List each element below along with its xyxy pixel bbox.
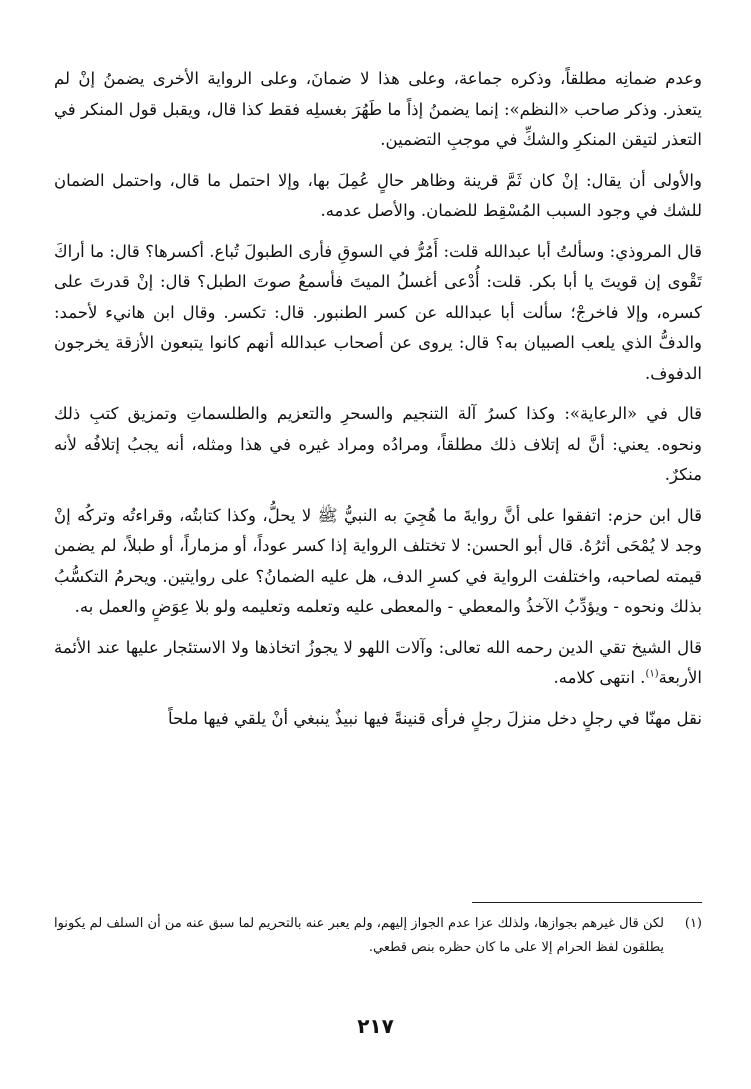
- paragraph-6-text: قال الشيخ تقي الدين رحمه الله تعالى: وآلات اللهو لا يجوزُ اتخاذها ولا الاستئجار عليها عند الأئمة الأربعة: [54, 637, 702, 687]
- paragraph-5: قال ابن حزم: اتفقوا على أنَّ روايةَ ما هُجِيَ به النبيُّ ﷺ لا يحلُّ، وكذا كتابتُه، وقراءتُه وتركُه إنْ وجد لا يُمْحَى أثرُهُ. قال أبو الحسن: لا تختلف الرواية إذا كسر عوداً، أو مزماراً، أو طبلاً، لم يضمن قيمته لصاحبه، واختلفت الرواية في كسرِ الدف، هل عليه الضمانُ؟ على روايتين. ويحرمُ التكسُّبُ بذلك ونحوه - ويؤدِّبُ الآخذُ والمعطي - والمعطى عليه وتعلمه وتعليمه ولو بلا عِوَضٍ والعمل به.: [54, 505, 702, 616]
- footnote: [54, 912, 702, 960]
- footnote-reference[interactable]: (١): [645, 668, 659, 680]
- page-number: ٢١٧: [357, 1014, 394, 1038]
- paragraph-6-end: . انتهى كلامه.: [553, 668, 646, 687]
- paragraph-1: وعدم ضمانِه مطلقاً، وذكره جماعة، وعلى هذا لا ضمانَ، وعلى الرواية الأخرى يضمنُ إنْ لم يتعذر. وذكر صاحب «النظم»: إنما يضمنُ إذاً ما طَهُرَ بغسلِه فقط كذا قال، ويقبل قول المنكر في التعذر لتيقن المنكرِ والشكِّ في موجبِ التضمين.: [54, 69, 702, 149]
- paragraph-7: نقل مهنّا في رجلٍ دخل منزلَ رجلٍ فرأى قنينةً فيها نبيذٌ ينبغي أنْ يلقي فيها ملحاً: [168, 708, 702, 728]
- footnote-separator: [472, 902, 702, 903]
- paragraph-4: قال في «الرعاية»: وكذا كسرُ آلة التنجيم والسحرِ والتعزيم والطلسماتِ وتمزيق كتبِ ذلك ونحوه. يعني: أنَّ له إتلاف ذلك مطلقاً، ومرادُه ومراد غيره في هذا ومثله، أنه يجبُ إتلافُه لأنه منكرٌ.: [54, 404, 702, 484]
- paragraph-3: قال المروذي: وسألتُ أبا عبدالله قلت: أَمُرُّ في السوقِ فأرى الطبولَ تُباع. أكسرها؟ قال: ما أراكَ تَقْوى إن قويتَ يا أبا بكر. قلت: أُدْعى أغسلُ الميتَ فأسمعُ صوتَ الطبل؟ قال: إنْ قدرتَ على كسره، وإلا فاخرجْ؛ سألت أبا عبدالله عن كسر الطنبور. قال: تكسر. وقال ابن هانيء لأحمد: والدفُّ الذي يلعب الصبيان به؟ قال: يروى عن أصحاب عبدالله أنهم كانوا يتبعون الأزقة يخرجون الدفوف.: [54, 241, 702, 383]
- paragraph-2: والأولى أن يقال: إنْ كان ثَمَّ قرينة وظاهر حالٍ عُمِلَ بها، وإلا احتمل ما قال، واحتمل الضمان للشك في وجود السبب المُسْقِط للضمان. والأصل عدمه.: [54, 170, 702, 220]
- footnote-text: لكن قال غيرهم بجوازها، ولذلك عزا عدم الجواز إليهم، ولم يعبر عنه بالتحريم لما سبق عنه من أن السلف لم يكونوا يطلقون لفظ الحرام إلا على ما كان حظره بنص قطعي.: [54, 916, 664, 955]
- main-text: [54, 64, 702, 734]
- footnote-number: (١): [684, 916, 702, 931]
- paragraph-6: [54, 633, 702, 694]
